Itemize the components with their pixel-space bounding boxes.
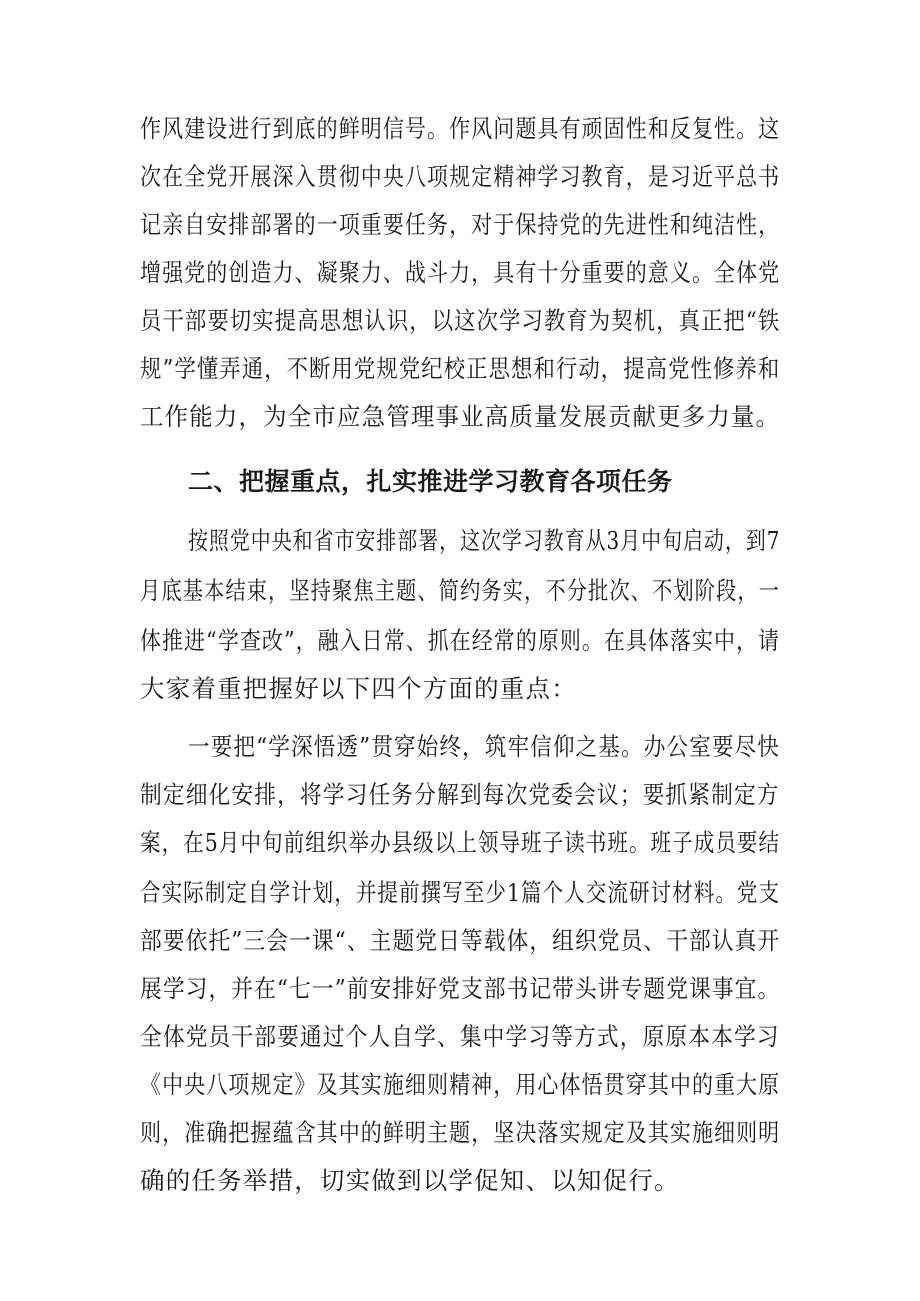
paragraph-line: 大家着重把握好以下四个方面的重点： [140, 674, 577, 703]
paragraph-line: 按照党中央和省市安排部署，这次学习教育从3月中旬启动，到7 [188, 526, 781, 555]
paragraph-line: 案，在5月中旬前组织举办县级以上领导班子读书班。班子成员要结 [140, 828, 781, 857]
paragraph-line: 体推进“学查改”，融入日常、抓在经常的原则。在具体落实中，请 [140, 626, 781, 655]
paragraph-line: 部要依托”三会一课“、主题党日等载体，组织党员、干部认真开 [140, 926, 781, 955]
paragraph-line: 规”学懂弄通，不断用党规党纪校正思想和行动，提高党性修养和 [140, 354, 781, 383]
paragraph-line: 次在全党开展深入贯彻中央八项规定精神学习教育，是习近平总书 [140, 162, 781, 191]
paragraph-line: 全体党员干部要通过个人自学、集中学习等方式，原原本本学习 [140, 1022, 780, 1051]
paragraph-line: 员干部要切实提高思想认识，以这次学习教育为契机，真正把“铁 [140, 306, 781, 335]
paragraph-line: 展学习，并在“七一”前安排好党支部书记带头讲专题党课事宜。 [140, 974, 781, 1003]
paragraph-line: 一要把“学深悟透”贯穿始终，筑牢信仰之基。办公室要尽快 [188, 732, 780, 761]
paragraph-line: 确的任务举措，切实做到以学促知、以知促行。 [140, 1166, 680, 1195]
paragraph-line: 作风建设进行到底的鲜明信号。作风问题具有顽固性和反复性。这 [140, 114, 781, 143]
paragraph-line: 制定细化安排，将学习任务分解到每次党委会议；要抓紧制定方 [140, 780, 780, 809]
paragraph-line: 则，准确把握蕴含其中的鲜明主题，坚决落实规定及其实施细则明 [140, 1118, 781, 1147]
paragraph-line: 工作能力，为全市应急管理事业高质量发展贡献更多力量。 [140, 402, 781, 431]
paragraph-line: 月底基本结束，坚持聚焦主题、简约务实，不分批次、不划阶段，一 [140, 576, 780, 605]
section-heading: 二、把握重点，扎实推进学习教育各项任务 [188, 467, 673, 496]
paragraph-line: 合实际制定自学计划，并提前撰写至少1篇个人交流研讨材料。党支 [140, 878, 781, 907]
paragraph-line: 增强党的创造力、凝聚力、战斗力，具有十分重要的意义。全体党 [140, 258, 781, 287]
paragraph-line: 记亲自安排部署的一项重要任务，对于保持党的先进性和纯洁性， [140, 210, 781, 239]
paragraph-line: 《中央八项规定》及其实施细则精神，用心体悟贯穿其中的重大原 [140, 1070, 781, 1099]
